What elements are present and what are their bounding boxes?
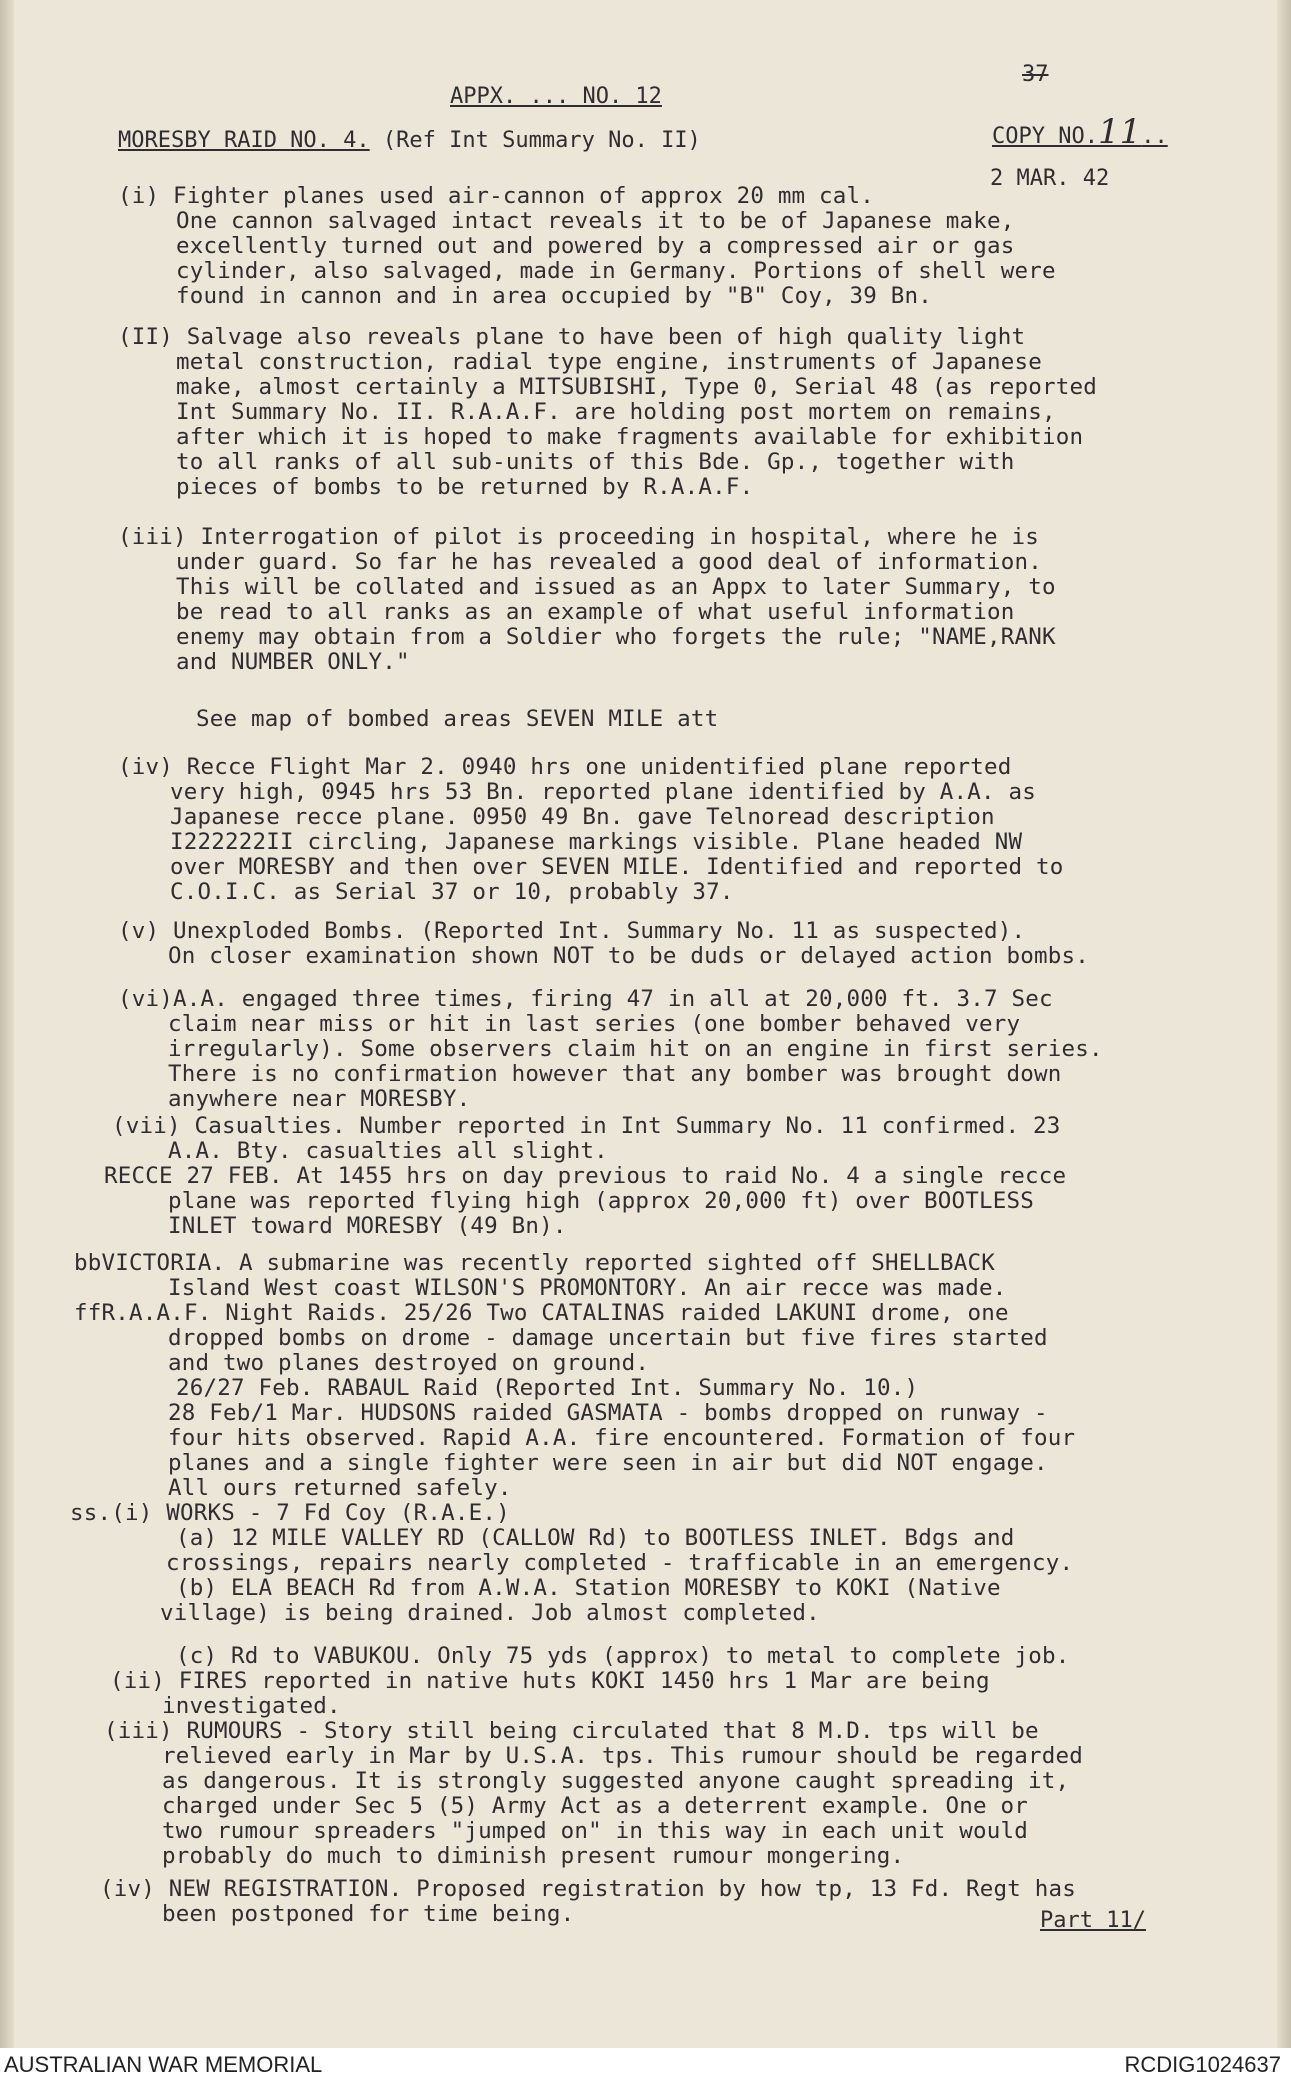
text-line: (vi)A.A. engaged three times, firing 47 in all at 20,000 ft. 3.7 Sec — [118, 986, 1053, 1012]
text-line: 26/27 Feb. RABAUL Raid (Reported Int. Summary No. 10.) — [176, 1375, 919, 1401]
text-line: See map of bombed areas SEVEN MILE att — [196, 706, 719, 732]
text-line: probably do much to diminish present rumour mongering. — [162, 1843, 905, 1869]
copy-number: 11 — [1097, 112, 1142, 152]
text-line: Int Summary No. II. R.A.A.F. are holding post mortem on remains, — [176, 399, 1056, 425]
text-line: This will be collated and issued as an Appx to later Summary, to — [176, 574, 1056, 600]
text-line: plane was reported flying high (approx 20,000 ft) over BOOTLESS — [168, 1188, 1035, 1214]
text-line: and NUMBER ONLY." — [176, 649, 410, 675]
text-line: to all ranks of all sub-units of this Bde. Gp., together with — [176, 449, 1015, 475]
text-line: claim near miss or hit in last series (one bomber behaved very — [168, 1011, 1021, 1037]
text-line: pieces of bombs to be returned by R.A.A.F. — [176, 474, 754, 500]
page-mark: 37 — [1022, 62, 1049, 87]
text-line: be read to all ranks as an example of what useful information — [176, 599, 1015, 625]
page-right-edge — [1277, 0, 1291, 2048]
text-line: crossings, repairs nearly completed - trafficable in an emergency. — [166, 1550, 1074, 1576]
text-line: charged under Sec 5 (5) Army Act as a deterrent example. One or — [162, 1793, 1029, 1819]
text-line: found in cannon and in area occupied by "B" Coy, 39 Bn. — [176, 283, 933, 309]
text-line: (v) Unexploded Bombs. (Reported Int. Summary No. 11 as suspected). — [118, 918, 1026, 944]
text-line: relieved early in Mar by U.S.A. tps. This rumour should be regarded — [162, 1743, 1083, 1769]
text-line: make, almost certainly a MITSUBISHI, Type 0, Serial 48 (as reported — [176, 374, 1097, 400]
text-line: four hits observed. Rapid A.A. fire encountered. Formation of four — [168, 1425, 1076, 1451]
text-line: (vii) Casualties. Number reported in Int Summary No. 11 confirmed. 23 — [112, 1113, 1061, 1139]
text-line: very high, 0945 hrs 53 Bn. reported plane identified by A.A. as — [170, 779, 1037, 805]
text-line: been postponed for time being. — [162, 1901, 575, 1927]
text-line: Japanese recce plane. 0950 49 Bn. gave Telnoread description — [170, 804, 995, 830]
text-line: INLET toward MORESBY (49 Bn). — [168, 1213, 567, 1239]
archive-footer — [0, 2048, 1291, 2081]
text-line: (i) Fighter planes used air-cannon of approx 20 mm cal. — [118, 183, 875, 209]
document-date: 2 MAR. 42 — [990, 166, 1110, 191]
text-line: and two planes destroyed on ground. — [168, 1350, 650, 1376]
text-line: irregularly). Some observers claim hit on an engine in first series. — [168, 1036, 1103, 1062]
text-line: village) is being drained. Job almost completed. — [160, 1600, 820, 1626]
text-line: On closer examination shown NOT to be duds or delayed action bombs. — [168, 943, 1089, 969]
page-left-edge — [0, 0, 14, 2048]
text-line: as dangerous. It is strongly suggested anyone caught spreading it, — [162, 1768, 1070, 1794]
text-line: (II) Salvage also reveals plane to have been of high quality light — [118, 324, 1026, 350]
footer-id: RCDIG1024637 — [1124, 2052, 1281, 2077]
text-line: ffR.A.A.F. Night Raids. 25/26 Two CATALINAS raided LAKUNI drome, one — [74, 1300, 1009, 1326]
text-line: (iii) Interrogation of pilot is proceeding in hospital, where he is — [118, 524, 1039, 550]
text-line: All ours returned safely. — [168, 1475, 512, 1501]
text-line: ss.(i) WORKS - 7 Fd Coy (R.A.E.) — [70, 1500, 510, 1526]
text-line: There is no confirmation however that any bomber was brought down — [168, 1061, 1062, 1087]
text-line: excellently turned out and powered by a compressed air or gas — [176, 233, 1015, 259]
copy-label: COPY NO.11.. — [992, 112, 1168, 152]
text-line: metal construction, radial type engine, instruments of Japanese — [176, 349, 1043, 375]
text-line: One cannon salvaged intact reveals it to be of Japanese make, — [176, 208, 1015, 234]
text-line: dropped bombs on drome - damage uncertain but five fires started — [168, 1325, 1048, 1351]
text-line: RECCE 27 FEB. At 1455 hrs on day previous to raid No. 4 a single recce — [104, 1163, 1067, 1189]
text-line: (c) Rd to VABUKOU. Only 75 yds (approx) to metal to complete job. — [176, 1643, 1070, 1669]
text-line: under guard. So far he has revealed a good deal of information. — [176, 549, 1043, 575]
text-line: (iii) RUMOURS - Story still being circulated that 8 M.D. tps will be — [104, 1718, 1039, 1744]
text-line: anywhere near MORESBY. — [168, 1086, 471, 1112]
text-line: two rumour spreaders "jumped on" in this way in each unit would — [162, 1818, 1029, 1844]
text-line: (ii) FIRES reported in native huts KOKI 1450 hrs 1 Mar are being — [110, 1668, 990, 1694]
text-line: after which it is hoped to make fragments available for exhibition — [176, 424, 1084, 450]
copy-label-text: COPY NO. — [992, 124, 1098, 149]
text-line: (iv) NEW REGISTRATION. Proposed registration by how tp, 13 Fd. Regt has — [100, 1876, 1076, 1902]
text-line: (a) 12 MILE VALLEY RD (CALLOW Rd) to BOOTLESS INLET. Bdgs and — [176, 1525, 1015, 1551]
text-line: A.A. Bty. casualties all slight. — [168, 1138, 608, 1164]
text-line: planes and a single fighter were seen in air but did NOT engage. — [168, 1450, 1048, 1476]
raid-heading-line — [118, 128, 701, 153]
text-line: enemy may obtain from a Soldier who forgets the rule; "NAME,RANK — [176, 624, 1056, 650]
text-line: Island West coast WILSON'S PROMONTORY. An air recce was made. — [168, 1275, 1007, 1301]
raid-heading: MORESBY RAID NO. 4. — [118, 128, 370, 153]
text-line: I222222II circling, Japanese markings visible. Plane headed NW — [170, 829, 1023, 855]
text-line: 28 Feb/1 Mar. HUDSONS raided GASMATA - bombs dropped on runway - — [168, 1400, 1048, 1426]
text-line: bbVICTORIA. A submarine was recently reported sighted off SHELLBACK — [74, 1250, 995, 1276]
appendix-title: APPX. ... NO. 12 — [450, 84, 662, 109]
text-line: over MORESBY and then over SEVEN MILE. Identified and reported to — [170, 854, 1064, 880]
text-line: C.O.I.C. as Serial 37 or 10, probably 37. — [170, 879, 734, 905]
text-line: cylinder, also salvaged, made in Germany. Portions of shell were — [176, 258, 1056, 284]
raid-reference: (Ref Int Summary No. II) — [382, 128, 701, 153]
text-line: (b) ELA BEACH Rd from A.W.A. Station MORESBY to KOKI (Native — [176, 1575, 1001, 1601]
text-line: (iv) Recce Flight Mar 2. 0940 hrs one unidentified plane reported — [118, 754, 1012, 780]
footer-source: AUSTRALIAN WAR MEMORIAL — [4, 2052, 323, 2077]
continuation-note: Part 11/ — [1040, 1908, 1146, 1933]
text-line: investigated. — [162, 1693, 341, 1719]
